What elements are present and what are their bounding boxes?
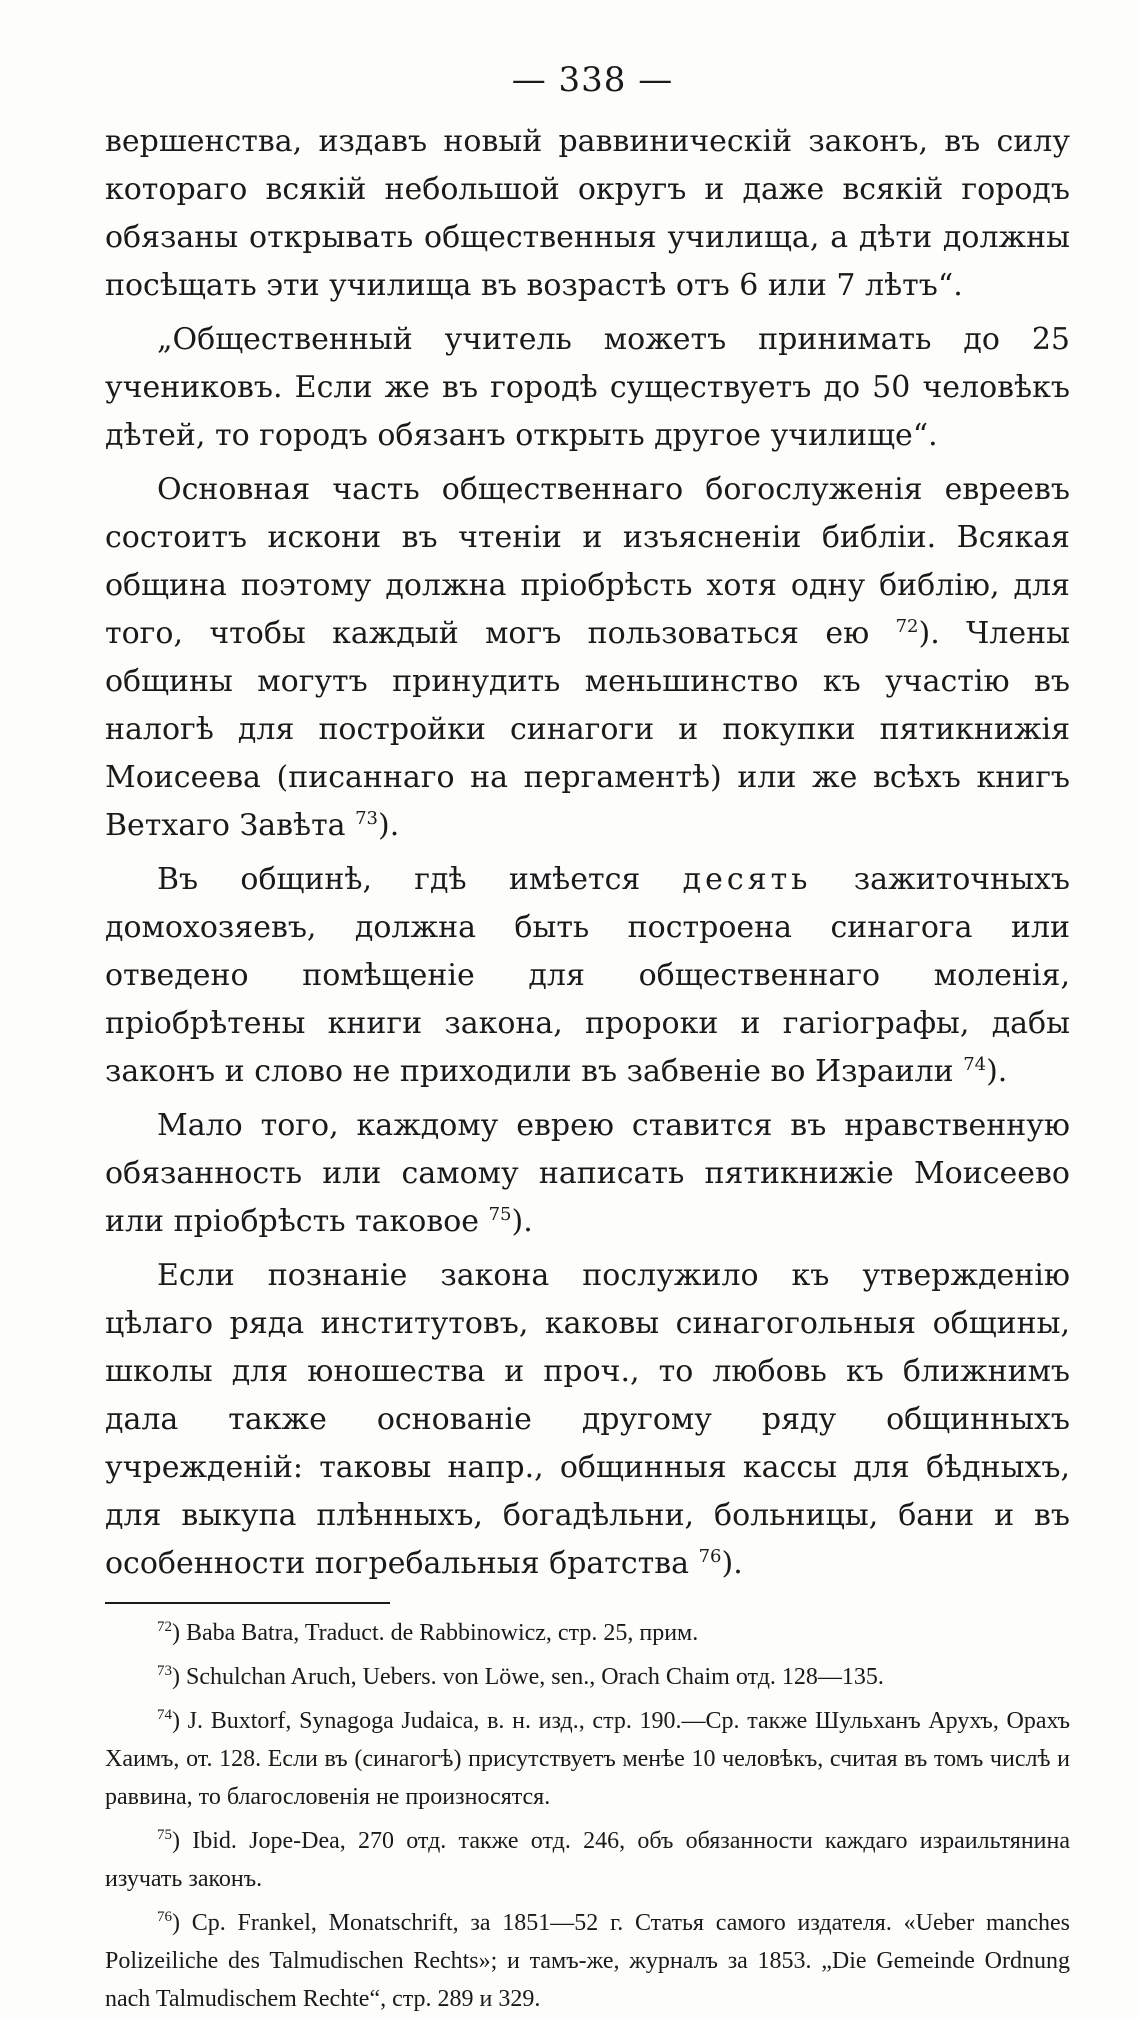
paragraph-3-text-b: ). Члены общины могутъ принудить меньшинство къ участію въ налогѣ для постройки синагоги и покупки пятикнижія Моисеева (писаннаго на пергаментѣ) или же всѣхъ книгъ Ветхаго Завѣта: [105, 616, 1070, 843]
footnote-text: ) Ср. Frankel, Monatschrift, за 1851—52 г. Статья самого издателя. «Ueber manches Polizeiliche des Talmudischen Rechts»; и тамъ-же, журналъ за 1853. „Die Gemeinde Ordnung nach Talmudischem Rechte“, стр. 289 и 329.: [105, 1910, 1070, 2012]
paragraph-5-text-a: Мало того, каждому еврею ставится въ нравственную обязанность или самому написать пятикнижіе Моисеево или пріобрѣсть таковое: [105, 1108, 1070, 1239]
footnote-ref-72: 72: [895, 616, 919, 637]
footnote-75: [105, 1822, 1070, 1898]
footnote-text: ) Ibid. Jope-Dea, 270 отд. также отд. 246, объ обязанности каждаго израильтянина изучать законъ.: [105, 1828, 1070, 1892]
paragraph-4-emphasis: десять: [682, 862, 812, 897]
footnote-number: 72: [157, 1619, 172, 1635]
paragraph-3-text-a: Основная часть общественнаго богослуженія евреевъ состоитъ искони въ чтеніи и изъясненіи библіи. Всякая община поэтому должна пріобрѣсть хотя одну библію, для того, чтобы каждый могъ пользоваться ею: [105, 472, 1070, 651]
paragraph-6: [105, 1252, 1070, 1588]
page-number: — 338 —: [511, 60, 674, 100]
footnote-ref-75: 75: [488, 1204, 512, 1225]
footnote-72: [105, 1614, 1070, 1652]
footnote-number: 76: [157, 1909, 172, 1925]
footnote-number: 75: [157, 1827, 172, 1843]
paragraph-1: вершенства, издавъ новый раввиническій законъ, въ силу котораго всякій небольшой округъ и даже всякій городъ обязаны открывать общественныя училища, а дѣти должны посѣщать эти училища въ возрастѣ отъ 6 или 7 лѣтъ“.: [105, 124, 1070, 303]
paragraph-2: „Общественный учитель можетъ принимать до 25 учениковъ. Если же въ городѣ существуетъ до 50 человѣкъ дѣтей, то городъ обязанъ открыть другое училище“.: [105, 322, 1070, 453]
paragraph-3-text-c: ).: [378, 808, 400, 843]
footnote-number: 74: [157, 1707, 172, 1723]
footnote-ref-74: 74: [963, 1054, 987, 1075]
paragraph-4: [105, 856, 1070, 1096]
footnote-text: ) Baba Batra, Traduct. de Rabbinowicz, стр. 25, прим.: [172, 1620, 699, 1646]
footnote-divider: [105, 1602, 390, 1604]
paragraph-6-text-b: ).: [721, 1546, 743, 1581]
paragraph-5: [105, 1102, 1070, 1246]
paragraph-5-text-b: ).: [511, 1204, 533, 1239]
footnote-number: 73: [157, 1663, 172, 1679]
footnote-text: ) J. Buxtorf, Synagoga Judaica, в. н. изд., стр. 190.—Ср. также Шульханъ Арухъ, Орахъ Хаимъ, от. 128. Если въ (синагогѣ) присутствуетъ менѣе 10 человѣкъ, считая въ томъ числѣ и раввина, то благословенія не произносятся.: [105, 1708, 1070, 1810]
footnote-ref-73: 73: [355, 808, 379, 829]
paragraph-6-text-a: Если познаніе закона послужило къ утвержденію цѣлаго ряда институтовъ, каковы синагогольныя общины, школы для юношества и проч., то любовь къ ближнимъ дала также основаніе другому ряду общинныхъ учрежденій: таковы напр., общинныя кассы для бѣдныхъ, для выкупа плѣнныхъ, богадѣльни, больницы, бани и въ особенности погребальныя братства: [105, 1258, 1070, 1581]
footnote-73: [105, 1658, 1070, 1696]
footnote-76: [105, 1904, 1070, 2018]
paragraph-4-text-a: Въ общинѣ, гдѣ имѣется: [157, 862, 641, 897]
paragraph-4-text-b: зажиточныхъ домохозяевъ, должна быть построена синагога или отведено помѣщеніе для общественнаго моленія, пріобрѣтены книги закона, пророки и гагіографы, дабы законъ и слово не приходили въ забвеніе во Израили: [105, 862, 1070, 1089]
paragraph-3: [105, 466, 1070, 850]
paragraph-4-text-c: ).: [986, 1054, 1008, 1089]
footnote-ref-76: 76: [698, 1546, 722, 1567]
footnote-text: ) Schulchan Aruch, Uebers. von Löwe, sen., Orach Chaim отд. 128—135.: [172, 1664, 884, 1690]
